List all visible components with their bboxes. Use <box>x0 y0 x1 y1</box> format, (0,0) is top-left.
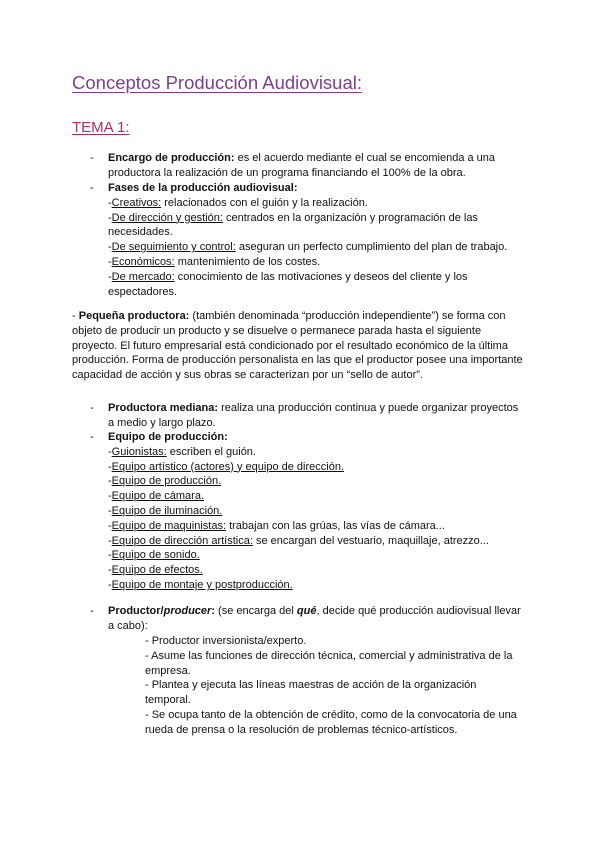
item-prefix: - <box>108 564 112 577</box>
emphasis-que: qué <box>296 605 317 617</box>
productor-subitems <box>145 634 525 738</box>
fase-item <box>108 255 528 270</box>
equipo-term: Equipo de dirección artística: <box>111 534 253 547</box>
equipo-item <box>108 474 528 489</box>
item-text: a cabo): <box>108 619 148 632</box>
bullet-dash: - <box>90 431 94 443</box>
list-item-encargo <box>108 151 528 181</box>
equipo-term: Equipo artístico (actores) y equipo de dirección. <box>111 460 345 473</box>
item-text: aseguran un perfecto cumplimiento del plan de trabajo. <box>235 241 508 254</box>
equipo-term: Equipo de sonido. <box>111 549 200 562</box>
equipo-item <box>108 504 528 519</box>
item-prefix: - <box>108 519 112 532</box>
equipo-term: Guionistas: <box>111 445 167 458</box>
item-prefix: - <box>108 534 112 547</box>
term-mediana: Productora mediana: <box>108 402 219 414</box>
fase-item <box>108 211 528 226</box>
item-text: mantenimiento de los costes. <box>174 255 321 268</box>
item-text: escriben el guión. <box>166 445 256 458</box>
document-title: Conceptos Producción Audiovisual: <box>72 72 363 93</box>
item-prefix: - <box>108 460 112 473</box>
term-productor <box>108 605 215 617</box>
fase-term: De mercado: <box>111 270 175 283</box>
subitem-line: temporal. <box>145 694 191 707</box>
equipo-term: Equipo de iluminación. <box>111 504 223 517</box>
subitem-line: - Asume las funciones de dirección técnica, comercial y administrativa de la <box>145 649 513 662</box>
item-prefix: - <box>108 445 112 458</box>
item-text: se encargan del vestuario, maquillaje, atrezzo... <box>252 534 489 547</box>
item-text: (también denominada “producción independiente”) se forma con <box>189 310 506 322</box>
paragraph-line: capacidad de acción y sus obras se caracterizan por un “sello de autor”. <box>72 369 423 382</box>
equipo-item <box>108 519 528 534</box>
bullet-dash: - <box>90 402 94 414</box>
equipo-item <box>108 548 528 563</box>
item-text: a medio y largo plazo. <box>108 416 216 429</box>
item-text: relacionados con el guión y la realización. <box>161 196 368 209</box>
bullet-dash: - <box>90 152 94 164</box>
item-text: trabajan con las grúas, las vías de cámara... <box>226 519 445 532</box>
fase-item <box>108 196 528 211</box>
equipo-item <box>108 534 528 549</box>
list-item-productor <box>108 604 528 634</box>
subitem-line: - Productor inversionista/experto. <box>145 635 307 647</box>
item-text: es el acuerdo mediante el cual se encomienda a una <box>234 152 496 164</box>
term-fases: Fases de la producción audiovisual: <box>108 182 298 194</box>
subitem-line: - Plantea y ejecuta las líneas maestras de acción de la organización <box>145 679 477 692</box>
item-prefix: - <box>108 211 112 224</box>
item-text: productora la realización de un programa financiando el 100% de la obra. <box>108 166 466 179</box>
item-prefix: - <box>108 549 112 562</box>
item-prefix: - <box>108 490 112 503</box>
term-part-italic: producer <box>163 605 212 617</box>
equipo-term: Equipo de cámara. <box>111 490 205 503</box>
item-prefix: - <box>108 255 112 268</box>
fase-item <box>108 270 528 285</box>
equipo-term: Equipo de montaje y postproducción. <box>111 578 293 591</box>
fase-term: De seguimiento y control: <box>111 241 236 254</box>
equipo-term: Equipo de maquinistas: <box>111 519 227 532</box>
subitem-line: rueda de prensa o la resolución de problemas técnico-artísticos. <box>145 723 458 736</box>
paragraph-pequena-productora <box>72 309 532 383</box>
fase-item <box>108 240 528 255</box>
term-part: : <box>211 605 215 617</box>
bullet-dash: - <box>90 182 94 194</box>
list-item-equipo <box>108 430 528 593</box>
equipo-item <box>108 578 528 593</box>
item-prefix: - <box>108 504 112 517</box>
item-prefix: - <box>108 475 112 488</box>
fase-term: Creativos: <box>111 196 162 209</box>
term-equipo: Equipo de producción: <box>108 431 228 443</box>
item-prefix: - <box>108 196 112 209</box>
paragraph-line: objeto de producir un producto y se disuelve o permanece parada hasta el siguiente <box>72 324 482 337</box>
item-prefix: - <box>108 270 112 283</box>
item-text: realiza una producción continua y puede organizar proyectos <box>218 402 519 414</box>
item-prefix: - <box>108 241 112 254</box>
equipo-term: Equipo de efectos. <box>111 564 203 577</box>
paragraph-line: producción. Forma de producción personalista en las que el productor posee una importante <box>72 354 523 367</box>
item-prefix: - <box>108 578 112 591</box>
item-text: (se encarga del <box>214 605 297 617</box>
section-heading-tema-1: TEMA 1: <box>72 119 130 136</box>
item-text: espectadores. <box>108 285 178 298</box>
equipo-item <box>108 563 528 578</box>
fase-term: De dirección y gestión: <box>111 211 223 224</box>
item-text: centrados en la organización y programación de las <box>222 211 478 224</box>
list-item-fases <box>108 181 528 299</box>
item-prefix: - <box>72 310 79 322</box>
paragraph-line: proyecto. El futuro empresarial está condicionado por el resultado económico de la última <box>72 339 508 352</box>
equipo-item <box>108 460 528 475</box>
item-text: necesidades. <box>108 226 173 239</box>
term-encargo: Encargo de producción: <box>108 152 235 164</box>
fase-term: Económicos: <box>111 255 175 268</box>
list-item-mediana <box>108 401 528 431</box>
item-text: conocimiento de las motivaciones y deseos del cliente y los <box>174 270 468 283</box>
equipo-item <box>108 445 528 460</box>
item-text: , decide qué producción audiovisual llevar <box>316 605 521 617</box>
term-pequena: Pequeña productora: <box>78 310 190 322</box>
subitem-line: - Se ocupa tanto de la obtención de crédito, como de la convocatoria de una <box>145 708 517 721</box>
equipo-term: Equipo de producción. <box>111 475 222 488</box>
equipo-item <box>108 489 528 504</box>
subitem-line: empresa. <box>145 664 191 677</box>
bullet-dash: - <box>90 605 94 617</box>
term-part: Productor/ <box>108 605 164 617</box>
